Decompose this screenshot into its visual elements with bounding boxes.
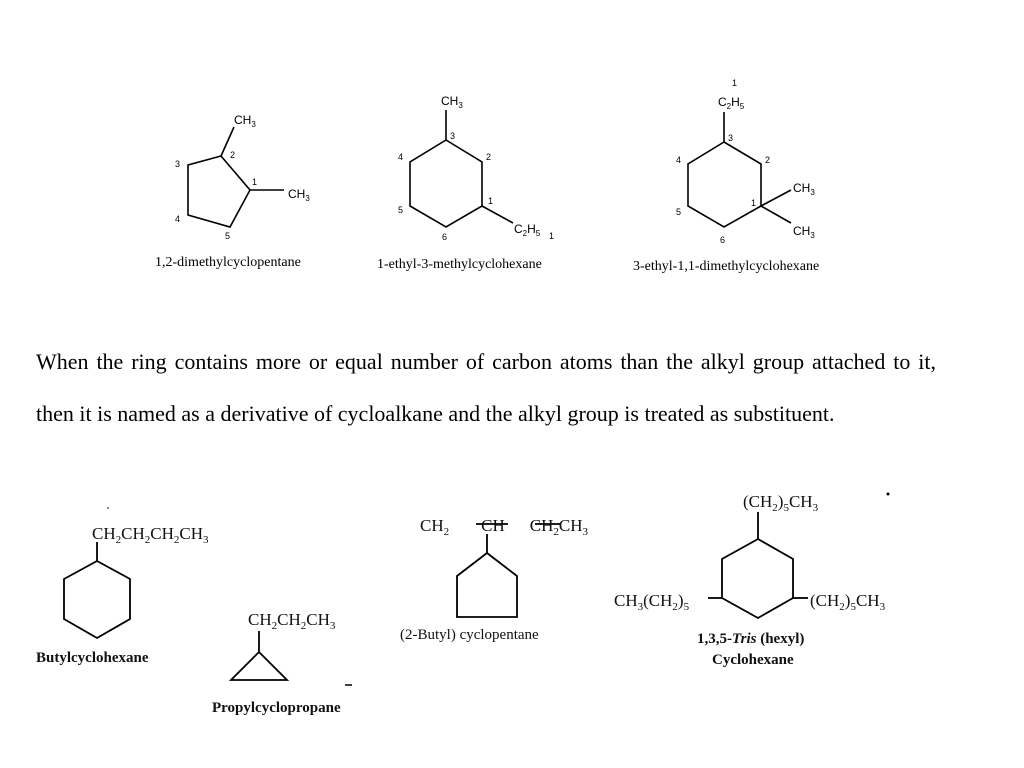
b2-substituent: $CH_2CH_2CH_3$ [248,610,336,632]
scan-speck [107,507,109,509]
b3-substituent: $CH_2$ CH $CH_2CH_3$ [420,516,588,538]
b4-substituent-right: $(CH_2)_5CH_3$ [810,591,886,613]
b4-substituent-top: $(CH_2)_5CH_3$ [743,492,819,514]
s2-name: 1-ethyl-3-methylcyclohexane [377,257,542,272]
s2-pos-4: 4 [398,152,404,162]
s3-pos-2: 2 [765,155,771,165]
s3-ch3-lower: $CH_3$ [793,224,815,240]
s2-c2h5: $C_2H_5$ [514,222,541,238]
s3-pos-ethyl-1: 1 [732,78,738,88]
s2-pos-1: 1 [488,196,494,206]
s2-pos-2: 2 [486,152,492,162]
b1-name: Butylcyclohexane [36,650,149,666]
s1-ch3-right: $CH_3$ [288,187,310,203]
s3-pos-1: 1 [751,198,757,208]
s1-pos-2: 2 [230,150,236,160]
s3-pos-4: 4 [676,155,682,165]
scan-speck [887,493,890,496]
b2-name: Propylcyclopropane [212,700,341,716]
s2-pos-5: 5 [398,205,404,215]
s1-name: 1,2-dimethylcyclopentane [155,255,301,270]
s2-pos-ethyl-1: 1 [549,231,555,241]
s1-pos-4: 4 [175,214,181,224]
s3-pos-5: 5 [676,207,682,217]
s3-pos-3: 3 [728,133,734,143]
s2-pos-6: 6 [442,232,448,242]
s2-pos-3: 3 [450,131,456,141]
b1-substituent: $CH_2CH_2CH_2CH_3$ [92,524,209,546]
s3-pos-6: 6 [720,235,726,245]
s3-name: 3-ethyl-1,1-dimethylcyclohexane [633,259,820,274]
s1-ch3-top: $CH_3$ [234,113,256,129]
s1-pos-5: 5 [225,231,231,241]
s3-ch3-upper: $CH_3$ [793,181,815,197]
s3-c2h5: $C_2H_5$ [718,95,745,111]
b3-name: (2-Butyl) cyclopentane [400,627,539,643]
s2-ch3: $CH_3$ [441,94,463,110]
b4-substituent-left: $CH_3(CH_2)_5$ [614,591,690,613]
s1-pos-1: 1 [252,177,258,187]
structures-bottom [0,480,1024,768]
structures-top [0,0,1024,290]
b4-name-line1: 1,3,5-Tris (hexyl) [697,631,805,647]
s1-pos-3: 3 [175,159,181,169]
explanation-paragraph: When the ring contains more or equal number of carbon atoms than the alkyl group attached to it, then it is named as a derivative of cycloalkane and the alkyl group is treated as substituent. [36,349,936,426]
b4-name-line2: Cyclohexane [712,652,794,668]
